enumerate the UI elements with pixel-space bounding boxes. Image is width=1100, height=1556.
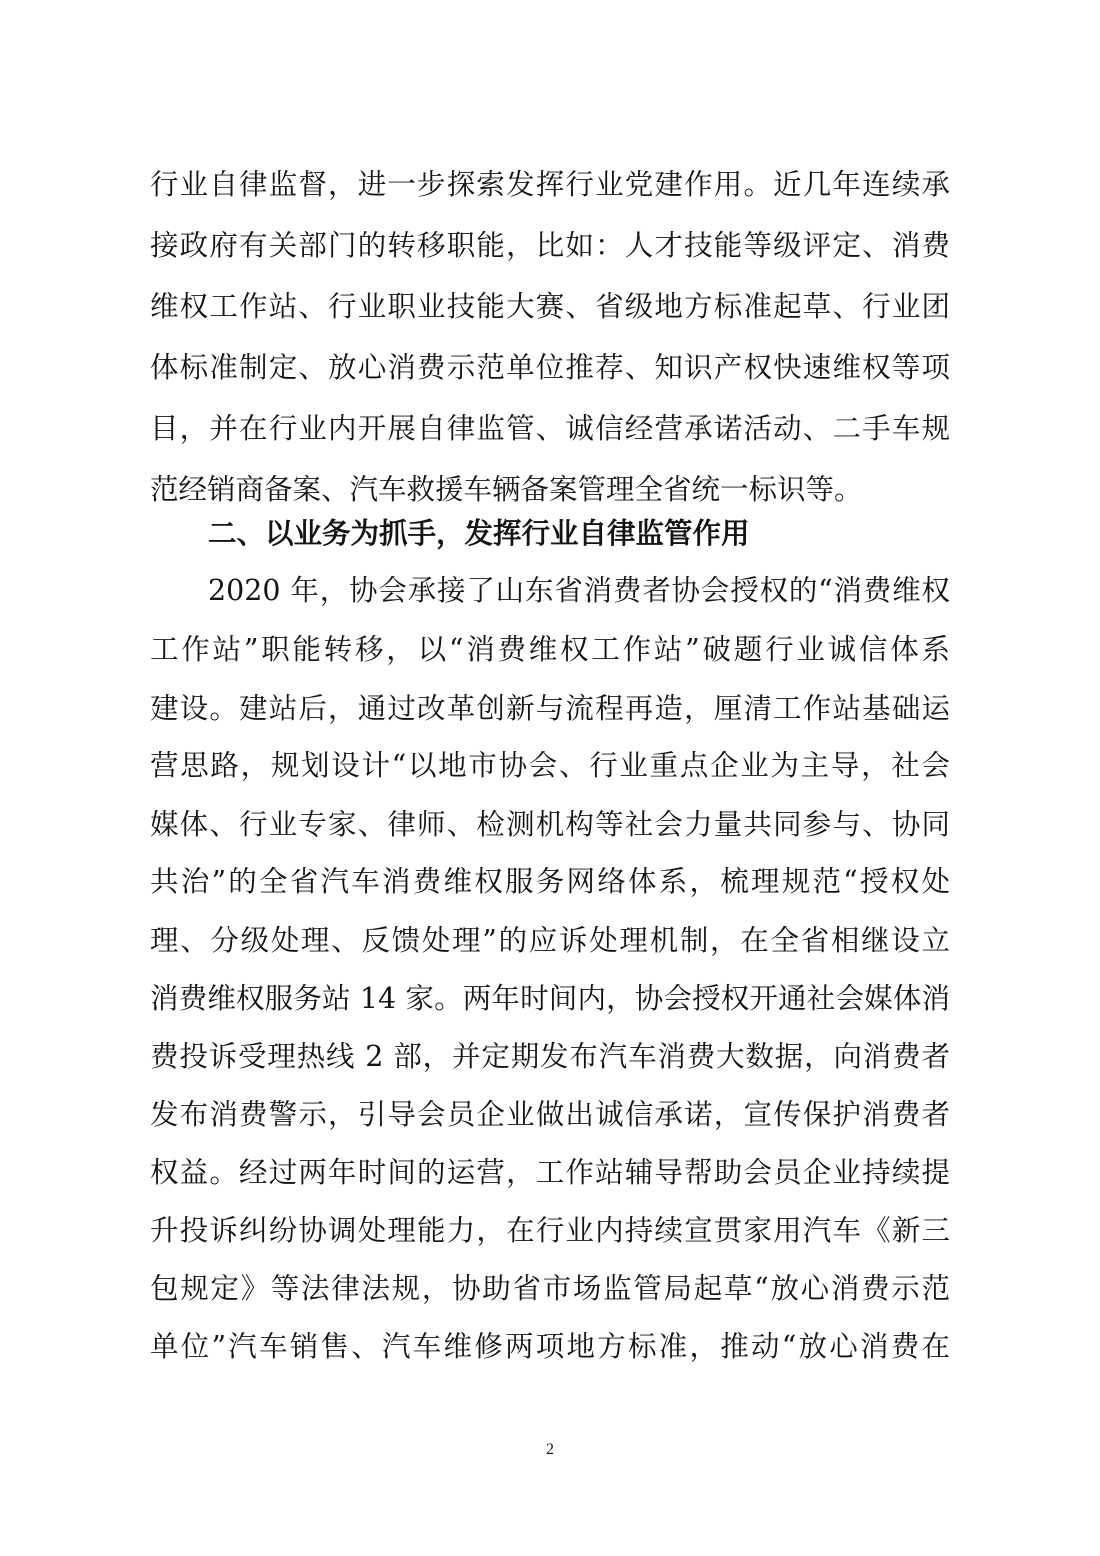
paragraph-1-line-2: 接政府有关部门的转移职能，比如：人才技能等级评定、消费: [150, 229, 950, 262]
paragraph-2-line-3: 建设。建站后，通过改革创新与流程再造，厘清工作站基础运: [150, 692, 950, 725]
paragraph-2-line-11: 权益。经过两年时间的运营，工作站辅导帮助会员企业持续提: [150, 1156, 950, 1189]
paragraph-2-line-7: 理、分级处理、反馈处理”的应诉处理机制，在全省相继设立: [150, 924, 950, 957]
paragraph-1-line-3: 维权工作站、行业职业技能大赛、省级地方标准起草、行业团: [150, 290, 950, 323]
paragraph-2-line-14: 单位”汽车销售、汽车维修两项地方标准，推动“放心消费在: [150, 1330, 950, 1363]
section-heading: 二、以业务为抓手，发挥行业自律监管作用: [208, 517, 750, 550]
paragraph-1-line-6: 范经销商备案、汽车救援车辆备案管理全省统一标识等。: [150, 473, 863, 506]
paragraph-2-line-2: 工作站”职能转移，以“消费维权工作站”破题行业诚信体系: [150, 633, 950, 666]
paragraph-2-line-1: 2020 年，协会承接了山东省消费者协会授权的“消费维权: [208, 574, 950, 607]
paragraph-2-line-13: 包规定》等法律法规，协助省市场监管局起草“放心消费示范: [150, 1272, 950, 1305]
paragraph-2-line-8: 消费维权服务站 14 家。两年时间内，协会授权开通社会媒体消: [150, 982, 950, 1015]
paragraph-1-line-4: 体标准制定、放心消费示范单位推荐、知识产权快速维权等项: [150, 351, 950, 384]
page-number: 2: [546, 1441, 554, 1458]
paragraph-2-line-5: 媒体、行业专家、律师、检测机构等社会力量共同参与、协同: [150, 808, 950, 841]
paragraph-1-line-1: 行业自律监督，进一步探索发挥行业党建作用。近几年连续承: [150, 168, 950, 201]
paragraph-2-line-4: 营思路，规划设计“以地市协会、行业重点企业为主导，社会: [150, 749, 950, 782]
paragraph-1-line-5: 目，并在行业内开展自律监管、诚信经营承诺活动、二手车规: [150, 412, 950, 445]
paragraph-2-line-12: 升投诉纠纷协调处理能力，在行业内持续宣贯家用汽车《新三: [150, 1214, 950, 1247]
paragraph-2-line-10: 发布消费警示，引导会员企业做出诚信承诺，宣传保护消费者: [150, 1098, 950, 1131]
paragraph-2-line-6: 共治”的全省汽车消费维权服务网络体系，梳理规范“授权处: [150, 865, 950, 898]
paragraph-2-line-9: 费投诉受理热线 2 部，并定期发布汽车消费大数据，向消费者: [150, 1040, 950, 1073]
